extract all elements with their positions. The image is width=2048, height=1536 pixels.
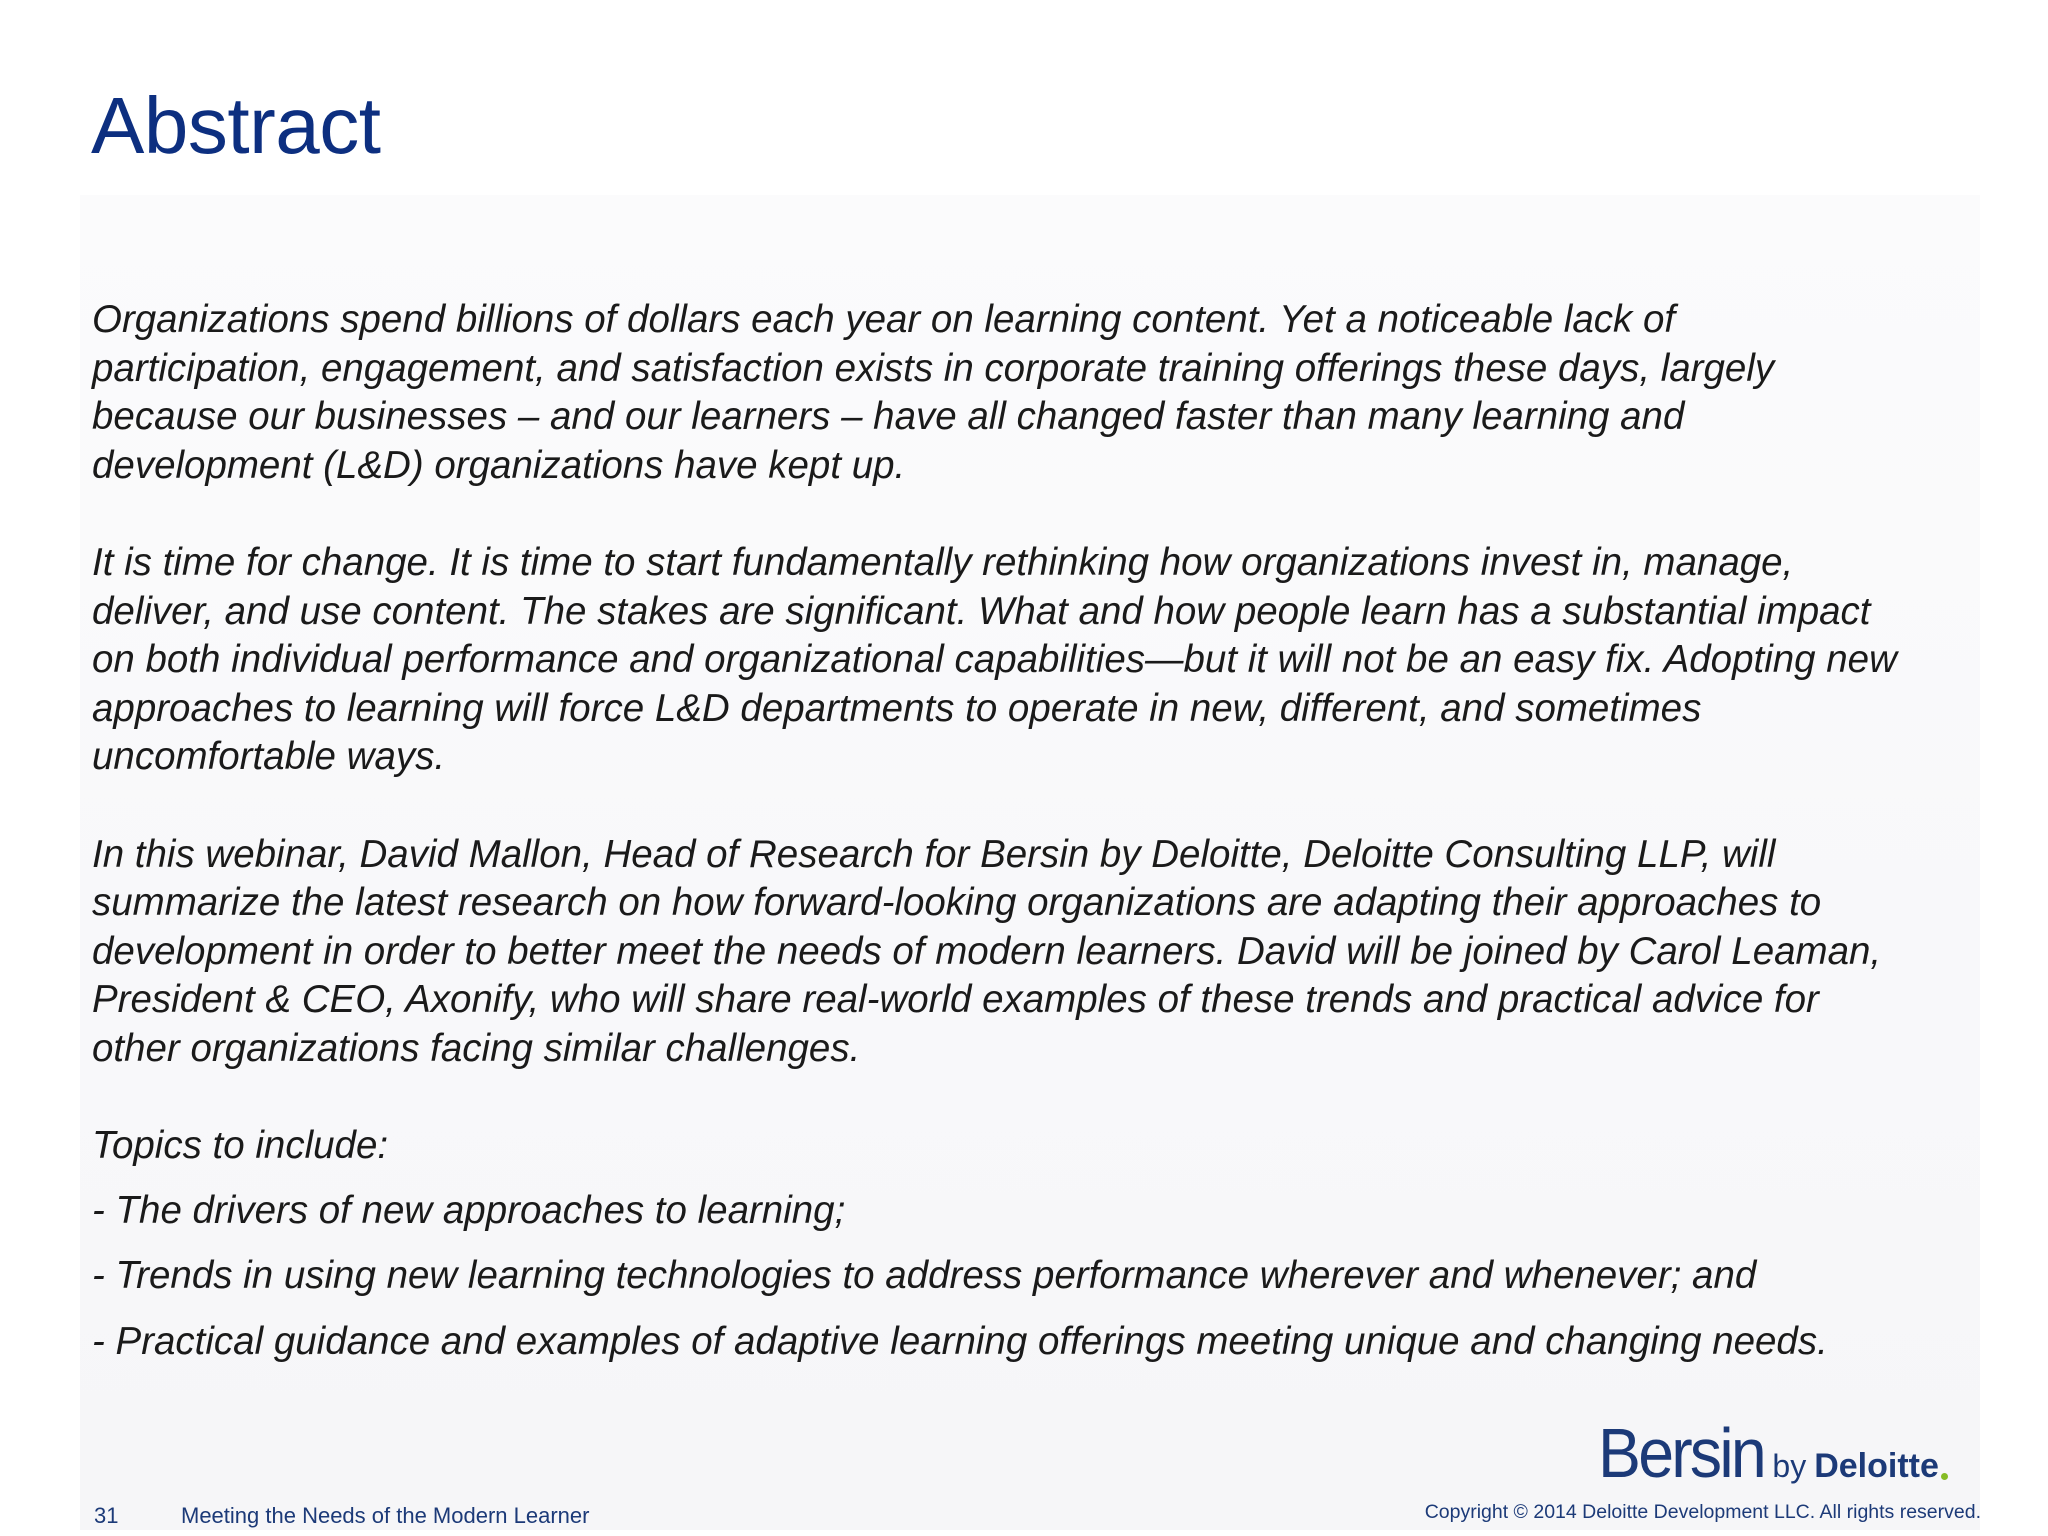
paragraph-line: because our businesses – and our learners – have all changed faster than many learning and [92,395,1685,438]
paragraph-1 [92,296,1992,490]
paragraph-line: approaches to learning will force L&D departments to operate in new, different, and sometimes [92,686,1702,730]
footer-deck-title: Meeting the Needs of the Modern Learner [181,1503,590,1528]
paragraph-line: Organizations spend billions of dollars each year on learning content. Yet a noticeable lack of [92,298,1676,341]
paragraph-line: development in order to better meet the needs of modern learners. David will be joined by Carol Leaman, [92,929,1882,973]
abstract-body [92,296,1992,1383]
paragraph-line: deliver, and use content. The stakes are significant. What and how people learn has a substantial impact [92,589,1871,633]
paragraph-line: on both individual performance and organizational capabilities—but it will not be an easy fix. Adopting new [92,638,1897,681]
logo-deloitte-wordmark: Deloitte [1814,1447,1939,1485]
paragraph-line: In this webinar, David Mallon, Head of Research for Bersin by Deloitte, Deloitte Consulting LLP, will [92,832,1776,876]
paragraph-line: summarize the latest research on how forward-looking organizations are adapting their approaches to [92,881,1822,924]
logo-by-text: by [1772,1448,1807,1484]
logo-green-dot-icon [1941,1473,1948,1480]
paragraph-3 [92,831,1992,1074]
paragraph-line: development (L&D) organizations have kept up. [92,443,906,487]
paragraph-line: It is time for change. It is time to start fundamentally rethinking how organizations invest in, manage, [92,541,1794,584]
paragraph-line: President & CEO, Axonify, who will share real-world examples of these trends and practical advice for [92,978,1819,1021]
topics-heading: Topics to include: [92,1124,389,1167]
paragraph-line: uncomfortable ways. [92,735,446,778]
slide-title: Abstract [91,81,381,170]
topic-item: - Practical guidance and examples of adaptive learning offerings meeting unique and changing needs. [92,1319,1828,1363]
topic-item: - The drivers of new approaches to learning; [92,1188,846,1232]
paragraph-2 [92,539,1992,782]
logo-bersin-wordmark: Bersin [1598,1414,1764,1492]
footer-copyright: Copyright © 2014 Deloitte Development LLC. All rights reserved. [1424,1501,1981,1523]
bersin-by-deloitte-logo [1598,1408,1948,1492]
paragraph-line: participation, engagement, and satisfaction exists in corporate training offerings these days, largely [92,346,1775,390]
paragraph-line: other organizations facing similar challenges. [92,1026,861,1070]
page-number: 31 [94,1503,119,1528]
topic-item: - Trends in using new learning technologies to address performance wherever and whenever; and [92,1254,1757,1297]
